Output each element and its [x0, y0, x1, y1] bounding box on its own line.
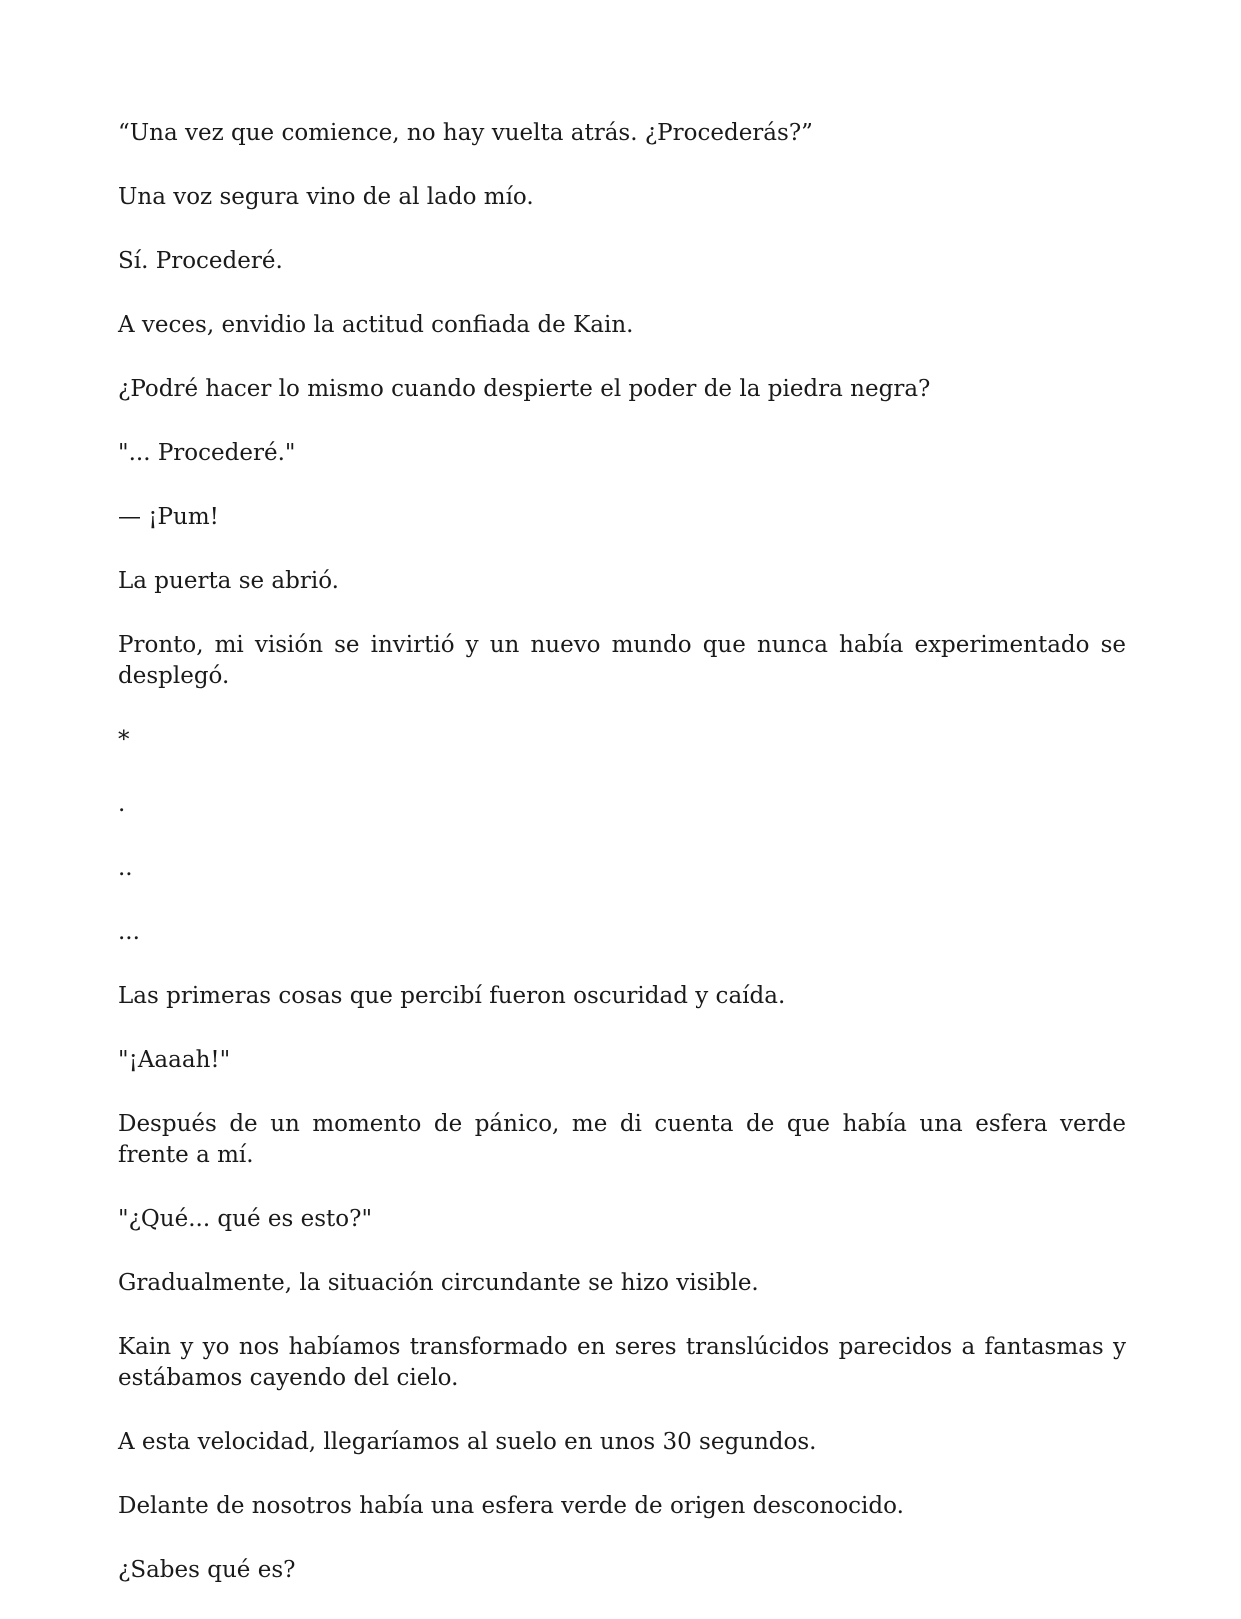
- scene-break-ellipsis: ...: [118, 919, 140, 945]
- paragraph: "¡Aaaah!": [118, 1047, 231, 1073]
- scene-break-asterisk: *: [118, 727, 130, 753]
- paragraph: — ¡Pum!: [118, 504, 219, 530]
- paragraph: Pronto, mi visión se invirtió y un nuevo mundo que nunca había experimentado se desplegó.: [118, 632, 1126, 689]
- paragraph: "... Procederé.": [118, 440, 296, 466]
- paragraph: Kain y yo nos habíamos transformado en seres translúcidos parecidos a fantasmas y estábamos cayendo del cielo.: [118, 1334, 1126, 1391]
- paragraph: “Una vez que comience, no hay vuelta atrás. ¿Procederás?”: [118, 120, 813, 146]
- paragraph: Una voz segura vino de al lado mío.: [118, 184, 534, 210]
- paragraph: Gradualmente, la situación circundante se hizo visible.: [118, 1270, 759, 1296]
- paragraph: A veces, envidio la actitud confiada de Kain.: [118, 312, 634, 338]
- paragraph: Sí. Procederé.: [118, 248, 283, 274]
- paragraph: "¿Qué... qué es esto?": [118, 1206, 373, 1232]
- paragraph: Después de un momento de pánico, me di cuenta de que había una esfera verde frente a mí.: [118, 1111, 1126, 1168]
- paragraph: ¿Podré hacer lo mismo cuando despierte el poder de la piedra negra?: [118, 376, 931, 402]
- scene-break-dots: ..: [118, 855, 133, 881]
- paragraph: Las primeras cosas que percibí fueron oscuridad y caída.: [118, 983, 786, 1009]
- paragraph: A esta velocidad, llegaríamos al suelo en unos 30 segundos.: [118, 1429, 817, 1455]
- paragraph: Delante de nosotros había una esfera verde de origen desconocido.: [118, 1493, 904, 1519]
- body-text: [118, 118, 1126, 1619]
- scene-break-dot: .: [118, 791, 126, 817]
- paragraph: La puerta se abrió.: [118, 568, 339, 594]
- paragraph: ¿Sabes qué es?: [118, 1557, 296, 1583]
